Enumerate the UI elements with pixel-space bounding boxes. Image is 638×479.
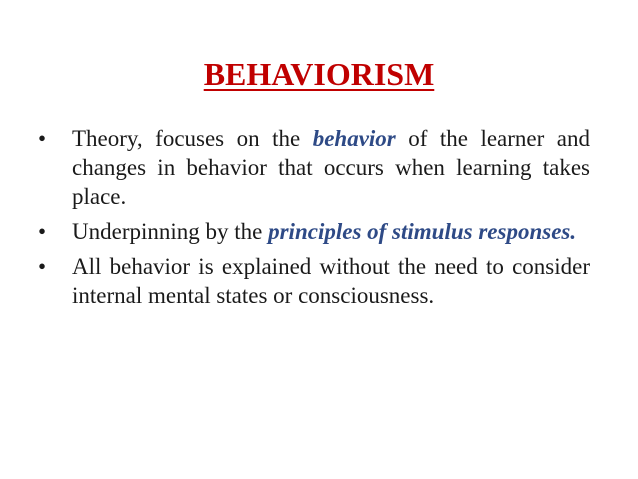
slide-title: BEHAVIORISM [203, 56, 435, 92]
bullet-text-pre: Theory, focuses on the [72, 126, 313, 151]
bullet-list [38, 124, 590, 316]
bullet-text-emphasis: principles of stimulus responses. [268, 219, 577, 244]
bullet-text-post: of the learner and changes in behavior that occurs when learning takes place. [72, 126, 590, 209]
bullet-item-all-behavior [38, 252, 590, 310]
bullet-dot-icon: • [38, 219, 47, 244]
bullet-dot-icon: • [38, 254, 47, 279]
bullet-item-theory [38, 124, 590, 211]
bullet-text-emphasis: behavior [312, 126, 396, 151]
bullet-text-pre: All behavior is explained without the need to consider internal mental states or consciousness. [72, 254, 590, 308]
bullet-text-pre: Underpinning by the [72, 219, 269, 244]
bullet-item-underpinning [38, 217, 590, 246]
bullet-dot-icon: • [38, 126, 47, 151]
